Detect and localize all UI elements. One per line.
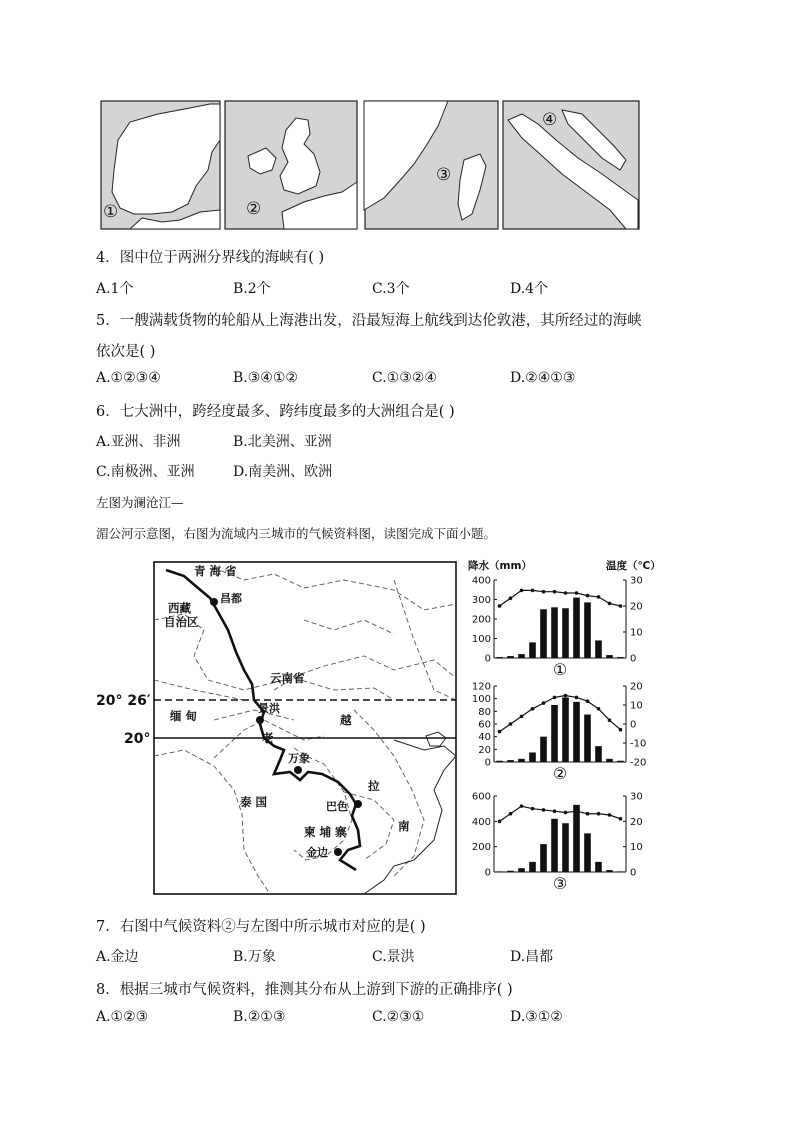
chart-2-ytick-label: 0 xyxy=(484,757,491,769)
panel-1 xyxy=(101,101,220,229)
label-taiguo: 泰 国 xyxy=(240,795,268,809)
chart-3-bar-12 xyxy=(617,871,624,872)
q5-stem-line1: 5．一艘满载货物的轮船从上海港出发，沿最短海上航线到达伦敦港，其所经过的海峡 xyxy=(96,313,642,329)
q6-option-b[interactable]: B.北美洲、亚洲 xyxy=(233,434,332,450)
chart-1-temp-point-9 xyxy=(586,594,590,598)
q8-option-b[interactable]: B.②①③ xyxy=(233,1009,286,1025)
q5-option-a[interactable]: A.①②③④ xyxy=(96,370,161,386)
chart-1-ytick-label: 100 xyxy=(471,634,491,645)
chart-2-ytick-label: 100 xyxy=(471,694,491,706)
chart-1-y2tick-label: 10 xyxy=(630,627,643,639)
q7-option-d[interactable]: D.昌都 xyxy=(510,949,554,965)
chart-1-temp-point-2 xyxy=(509,596,513,600)
chart-1-bar-12 xyxy=(617,657,624,658)
chart-3-temp-point-7 xyxy=(564,811,568,815)
chart-2-bar-1 xyxy=(496,761,503,762)
chart-1-bar-10 xyxy=(595,640,602,658)
chart-1-bar-11 xyxy=(606,655,613,658)
temp-axis-label: 温度（℃） xyxy=(606,560,661,572)
q5-option-b[interactable]: B.③④①② xyxy=(233,370,298,386)
city-wanxiang-dot xyxy=(294,766,302,774)
q7-option-c[interactable]: C.景洪 xyxy=(372,949,415,965)
chart-1-bar-5 xyxy=(540,609,547,658)
city-wanxiang: 万象 xyxy=(288,752,310,765)
chart-1-temp-line xyxy=(500,590,621,606)
chart-2-ytick-label: 60 xyxy=(478,719,491,731)
strait-panels xyxy=(100,100,641,232)
chart-1-bar-3 xyxy=(518,654,525,658)
chart-3-bar-6 xyxy=(551,819,558,872)
chart-1-bar-6 xyxy=(551,607,558,658)
chart-1-temp-point-3 xyxy=(520,589,524,593)
chart-3-bar-10 xyxy=(595,862,602,872)
chart-1-temp-point-5 xyxy=(542,590,546,594)
label-xizang-1: 西藏 xyxy=(168,601,191,615)
chart-1-temp-point-10 xyxy=(597,595,601,599)
chart-3-temp-point-11 xyxy=(608,813,612,817)
city-jinghong-dot xyxy=(256,716,264,724)
panel-4 xyxy=(503,101,639,229)
q8-option-c[interactable]: C.②③① xyxy=(372,1009,425,1025)
chart-2-temp-point-11 xyxy=(608,718,612,722)
chart-2-temp-point-6 xyxy=(553,696,557,700)
panel-2-label: ② xyxy=(246,199,262,219)
chart-3-temp-line xyxy=(500,806,621,821)
label-qinghai: 青 海 省 xyxy=(194,564,237,578)
chart-1-temp-point-6 xyxy=(553,590,557,594)
chart-3-temp-point-8 xyxy=(575,809,579,813)
q4-option-d[interactable]: D.4个 xyxy=(510,281,549,297)
mekong-map xyxy=(94,560,460,898)
chart-1-y2tick-label: 0 xyxy=(630,653,637,665)
chart-3-bar-1 xyxy=(496,871,503,872)
chart-3-bar-5 xyxy=(540,844,547,872)
label-yunnan: 云南省 xyxy=(270,671,305,685)
chart-1-temp-point-8 xyxy=(575,591,579,595)
chart-2-temp-point-5 xyxy=(542,701,546,705)
chart-1-bar-9 xyxy=(584,602,591,658)
city-bashe: 巴色 xyxy=(326,800,348,813)
chart-3-temp-point-5 xyxy=(542,808,546,812)
city-changdu-dot xyxy=(210,598,218,606)
chart-3-ytick-label: 200 xyxy=(471,842,491,854)
chart-3-y2tick-label: 20 xyxy=(630,816,643,828)
chart-3-temp-point-2 xyxy=(509,812,513,816)
chart-2-temp-point-4 xyxy=(531,707,535,711)
chart-3-temp-point-1 xyxy=(498,820,502,824)
chart-2-bar-3 xyxy=(518,759,525,762)
panel-3-label: ③ xyxy=(436,165,452,185)
chart-1-temp-point-11 xyxy=(608,602,612,606)
q7-stem: 7．右图中气候资料②与左图中所示城市对应的是( ) xyxy=(96,919,426,935)
chart-1-bar-2 xyxy=(507,656,514,658)
chart-1-y2tick-label: 30 xyxy=(630,575,643,587)
chart-3-bar-9 xyxy=(584,833,591,872)
chart-2-temp-point-8 xyxy=(575,696,579,700)
chart-3-bar-7 xyxy=(562,823,569,872)
chart-3-ytick-label: 600 xyxy=(471,791,491,803)
chart-1-y2tick-label: 20 xyxy=(630,601,643,613)
q6-option-c[interactable]: C.南极洲、亚洲 xyxy=(96,464,195,480)
chart-1-bar-4 xyxy=(529,642,536,658)
chart-2-y2tick-label: -10 xyxy=(630,738,647,750)
chart-1-temp-point-1 xyxy=(498,604,502,608)
chart-3-title: ③ xyxy=(552,874,568,893)
city-jinbian: 金边 xyxy=(306,846,328,859)
chart-3-ytick-label: 0 xyxy=(484,867,491,879)
chart-3-bar-4 xyxy=(529,862,536,872)
chart-2-bar-12 xyxy=(617,761,624,762)
q4-option-c[interactable]: C.3个 xyxy=(372,281,410,297)
lat-20: 20° xyxy=(124,731,151,747)
chart-2-temp-line xyxy=(500,696,621,732)
chart-3-bar-11 xyxy=(606,870,613,872)
panel-2 xyxy=(225,101,357,229)
chart-3-temp-point-12 xyxy=(619,817,623,821)
panel-3 xyxy=(364,101,498,229)
chart-2-ytick-label: 120 xyxy=(471,681,491,693)
city-jinghong: 景洪 xyxy=(258,702,280,715)
chart-2-y2tick-label: 20 xyxy=(630,681,643,693)
q8-stem: 8．根据三城市气候资料，推测其分布从上游到下游的正确排序( ) xyxy=(96,982,513,998)
chart-3-ytick-label: 400 xyxy=(471,816,491,828)
chart-2-bar-6 xyxy=(551,705,558,762)
q7-option-a[interactable]: A.金边 xyxy=(96,949,139,965)
chart-1-bar-8 xyxy=(573,598,580,658)
q4-option-b[interactable]: B.2个 xyxy=(233,281,271,297)
panel-1-label: ① xyxy=(103,202,119,222)
chart-2-temp-point-2 xyxy=(509,722,513,726)
city-jinbian-dot xyxy=(334,848,342,856)
label-xizang-2: 自治区 xyxy=(164,615,199,629)
chart-1-ytick-label: 400 xyxy=(471,575,491,587)
chart-1-bar-7 xyxy=(562,608,569,658)
chart-3-y2tick-label: 10 xyxy=(630,842,643,854)
intro-line1: 左图为澜沧江— xyxy=(96,495,184,510)
label-nan: 南 xyxy=(398,819,410,833)
chart-2-temp-point-9 xyxy=(586,699,590,703)
q5-option-c[interactable]: C.①③②④ xyxy=(372,370,437,386)
chart-3-y2tick-label: 0 xyxy=(630,867,637,879)
chart-3-temp-point-10 xyxy=(597,812,601,816)
chart-1-temp-point-7 xyxy=(564,591,568,595)
chart-1-temp-point-12 xyxy=(619,604,623,608)
chart-2-bar-8 xyxy=(573,702,580,762)
chart-2-bar-9 xyxy=(584,715,591,763)
chart-2-bar-11 xyxy=(606,759,613,762)
label-lao: 老 xyxy=(262,731,274,745)
chart-2-bar-7 xyxy=(562,697,569,762)
chart-3-temp-point-6 xyxy=(553,809,557,813)
label-miandian: 缅 甸 xyxy=(170,709,198,723)
chart-3-bar-2 xyxy=(507,871,514,872)
panel-4-label: ④ xyxy=(542,110,558,130)
q5-option-d[interactable]: D.②④①③ xyxy=(510,370,576,386)
q8-option-d[interactable]: D.③①② xyxy=(510,1009,563,1025)
q7-option-b[interactable]: B.万象 xyxy=(233,949,276,965)
q4-stem: 4．图中位于两洲分界线的海峡有( ) xyxy=(96,250,325,266)
q6-option-a[interactable]: A.亚洲、非洲 xyxy=(96,434,181,450)
city-bashe-dot xyxy=(354,800,362,808)
chart-2-bar-5 xyxy=(540,737,547,762)
intro-line2: 湄公河示意图，右图为流域内三城市的气候资料图，读图完成下面小题。 xyxy=(96,526,497,541)
chart-2-title: ② xyxy=(552,764,568,783)
chart-1-title: ① xyxy=(552,660,568,679)
q5-stem-line2: 依次是( ) xyxy=(96,344,156,360)
q6-stem: 6．七大洲中，跨经度最多、跨纬度最多的大洲组合是( ) xyxy=(96,404,455,420)
label-dongpu: 柬 埔 寨 xyxy=(304,825,347,839)
chart-2-temp-point-1 xyxy=(498,730,502,734)
chart-3-y2tick-label: 30 xyxy=(630,791,643,803)
chart-3-temp-point-4 xyxy=(531,807,535,811)
chart-3-temp-point-9 xyxy=(586,812,590,816)
q4-option-a[interactable]: A.1个 xyxy=(96,281,134,297)
chart-2-y2tick-label: 0 xyxy=(630,719,637,731)
chart-2-ytick-label: 20 xyxy=(478,744,491,756)
chart-2-temp-point-12 xyxy=(619,728,623,732)
chart-2-ytick-label: 40 xyxy=(478,732,491,744)
lat-20-26: 20° 26′ xyxy=(96,693,151,709)
chart-1-ytick-label: 300 xyxy=(471,595,491,606)
chart-3-bar-8 xyxy=(573,805,580,872)
precip-axis-label: 降水（mm） xyxy=(468,560,532,572)
chart-1-ytick-label: 200 xyxy=(471,614,491,626)
chart-2-bar-10 xyxy=(595,746,602,762)
city-changdu: 昌都 xyxy=(220,592,242,605)
chart-2-ytick-label: 80 xyxy=(478,706,491,718)
chart-2-bar-2 xyxy=(507,760,514,762)
chart-2-y2tick-label: -20 xyxy=(630,757,647,769)
chart-3-temp-point-3 xyxy=(520,804,524,808)
chart-3-bar-3 xyxy=(518,868,525,872)
chart-2-bar-4 xyxy=(529,753,536,763)
q6-option-d[interactable]: D.南美洲、欧洲 xyxy=(233,464,333,480)
climate-charts xyxy=(464,556,674,894)
label-yue: 越 xyxy=(340,713,352,727)
chart-2-temp-point-10 xyxy=(597,707,601,711)
chart-2-y2tick-label: 10 xyxy=(630,700,643,712)
chart-2-temp-point-7 xyxy=(564,694,568,698)
chart-2-temp-point-3 xyxy=(520,715,524,719)
chart-1-bar-1 xyxy=(496,657,503,658)
q8-option-a[interactable]: A.①②③ xyxy=(96,1009,149,1025)
chart-1-ytick-label: 0 xyxy=(484,653,491,665)
chart-1-temp-point-4 xyxy=(531,589,535,593)
label-la: 拉 xyxy=(368,779,380,793)
